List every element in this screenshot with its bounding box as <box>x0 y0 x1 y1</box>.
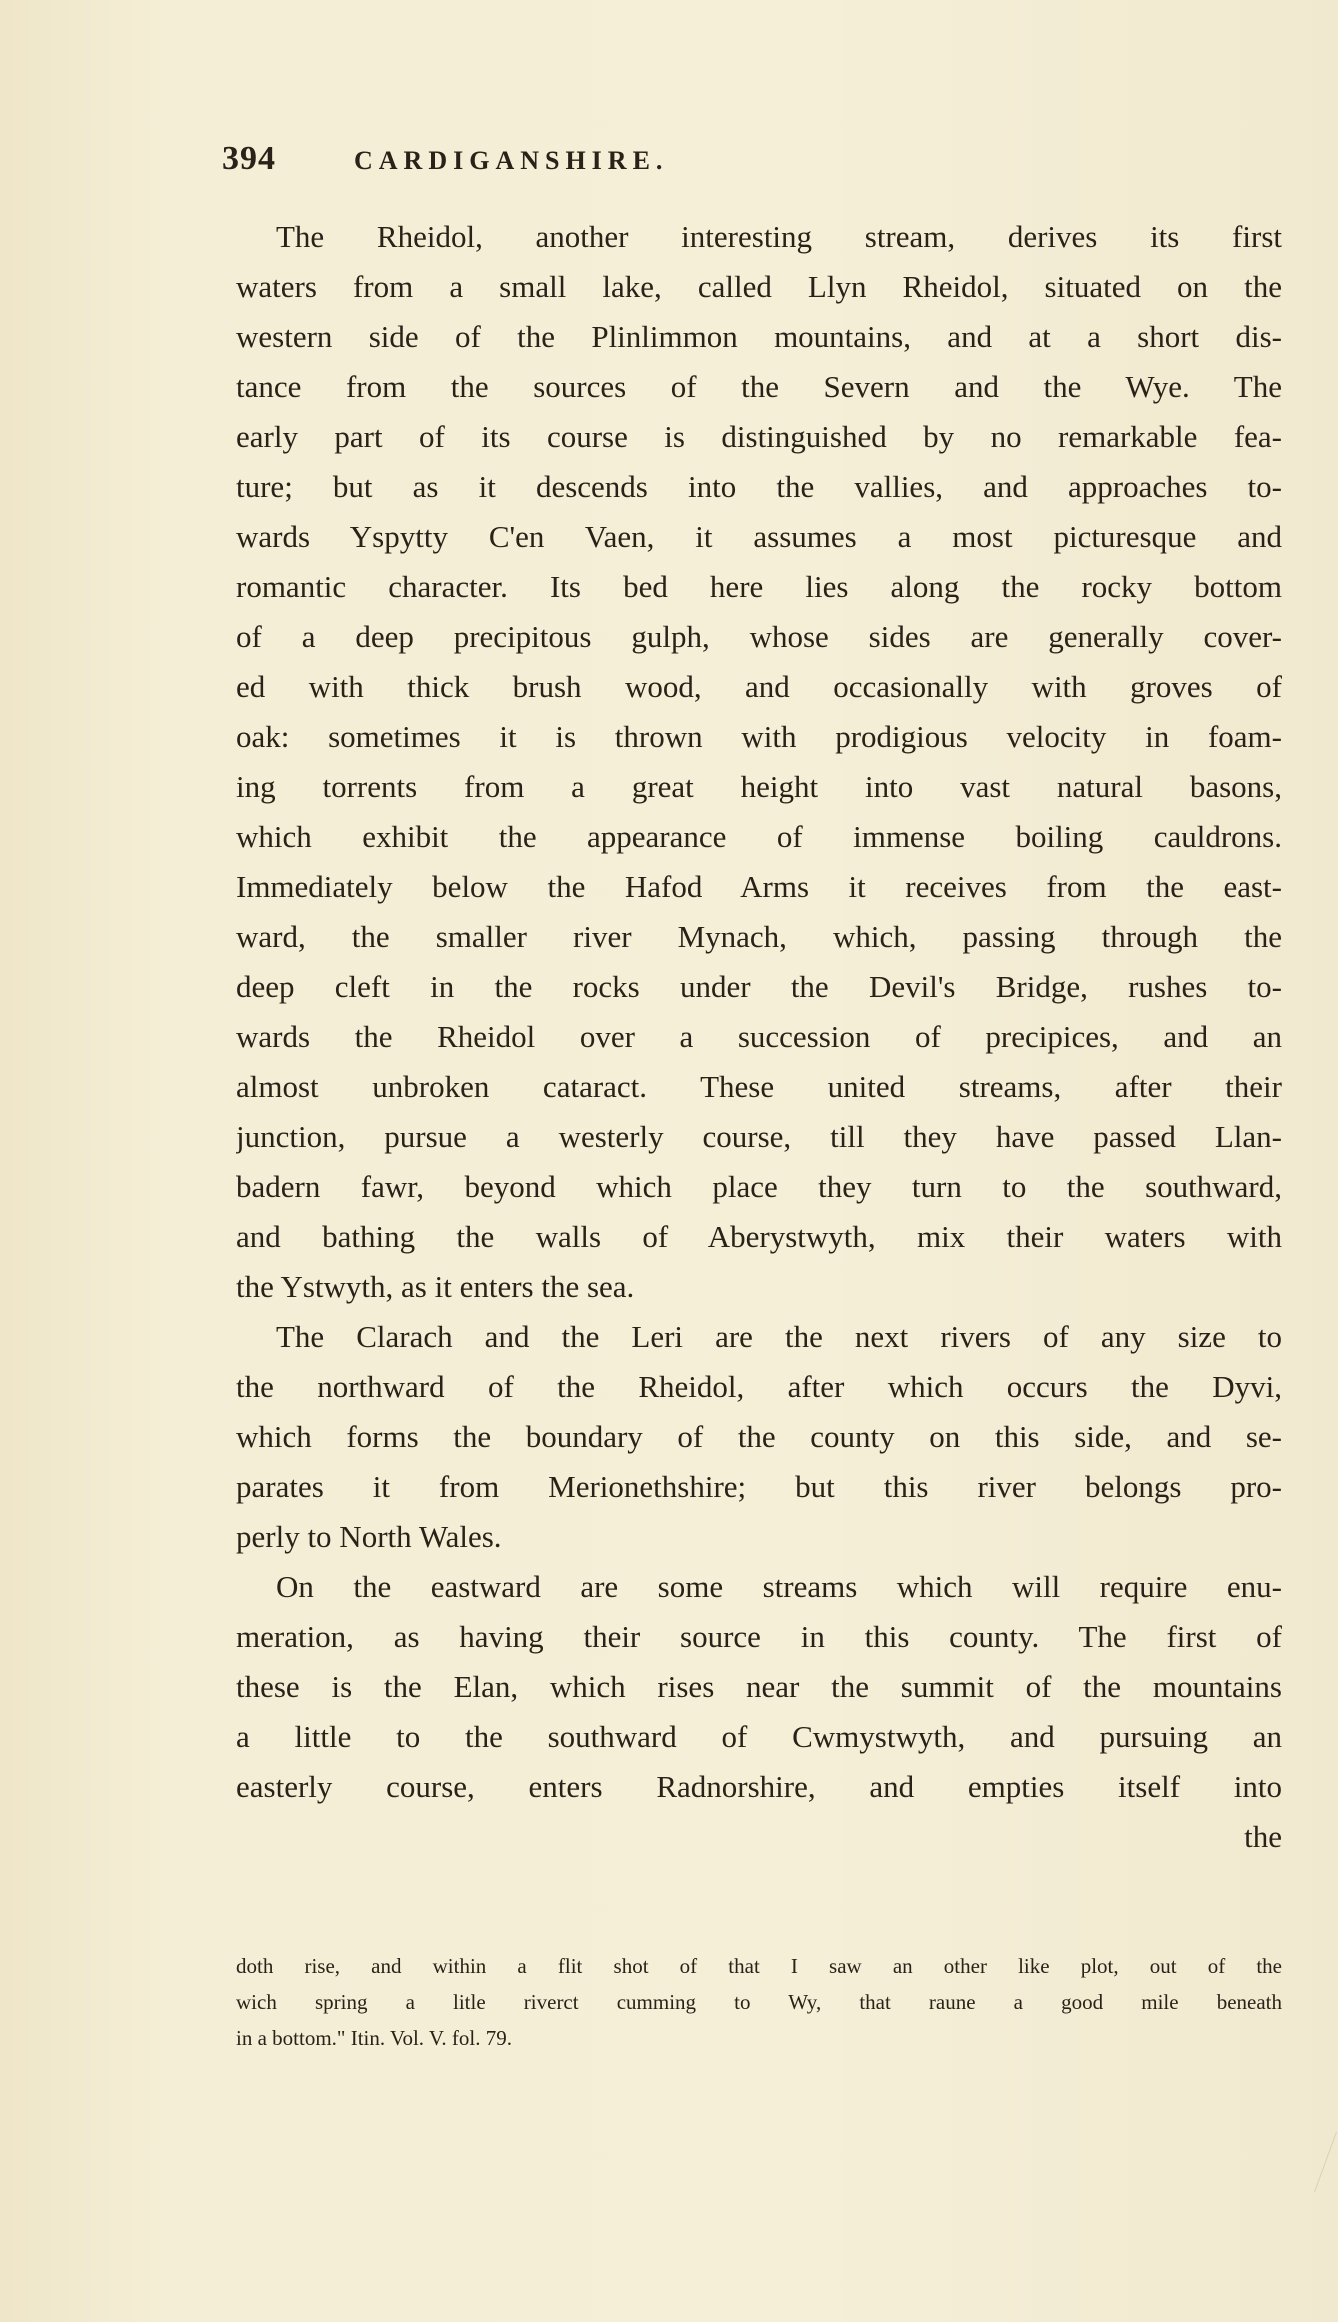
text-line: and bathing the walls of Aberystwyth, mix their waters with <box>236 1219 1282 1254</box>
text-line: ing torrents from a great height into vast natural basons, <box>236 769 1282 804</box>
text-line: deep cleft in the rocks under the Devil's Bridge, rushes to- <box>236 969 1282 1004</box>
text-line: junction, pursue a westerly course, till they have passed Llan- <box>236 1119 1282 1154</box>
text-line: meration, as having their source in this county. The first of <box>236 1619 1282 1654</box>
text-line: badern fawr, beyond which place they turn to the southward, <box>236 1169 1282 1204</box>
text-line: romantic character. Its bed here lies along the rocky bottom <box>236 569 1282 604</box>
text-line: wards the Rheidol over a succession of precipices, and an <box>236 1019 1282 1054</box>
footnote-line: in a bottom." Itin. Vol. V. fol. 79. <box>236 2026 512 2050</box>
text-line: waters from a small lake, called Llyn Rheidol, situated on the <box>236 269 1282 304</box>
page-header <box>222 140 922 184</box>
page-crease <box>1274 2132 1337 2192</box>
text-line: On the eastward are some streams which will require enu- <box>276 1569 1282 1604</box>
text-line: perly to North Wales. <box>236 1519 502 1554</box>
text-line: the Ystwyth, as it enters the sea. <box>236 1269 635 1304</box>
text-line: which forms the boundary of the county on this side, and se- <box>236 1419 1282 1454</box>
text-line: ture; but as it descends into the vallies, and approaches to- <box>236 469 1282 504</box>
text-line: easterly course, enters Radnorshire, and empties itself into <box>236 1769 1282 1804</box>
text-line: western side of the Plinlimmon mountains, and at a short dis- <box>236 319 1282 354</box>
text-line: The Clarach and the Leri are the next rivers of any size to <box>276 1319 1282 1354</box>
text-line: these is the Elan, which rises near the summit of the mountains <box>236 1669 1282 1704</box>
running-head: CARDIGANSHIRE. <box>354 146 669 175</box>
text-line: early part of its course is distinguished by no remarkable fea- <box>236 419 1282 454</box>
text-line: The Rheidol, another interesting stream, derives its first <box>276 219 1282 254</box>
text-line: ward, the smaller river Mynach, which, passing through the <box>236 919 1282 954</box>
footnote-line: wich spring a litle riverct cumming to Wy, that raune a good mile beneath <box>236 1990 1282 2014</box>
footnote <box>236 1948 1282 2056</box>
text-line: ed with thick brush wood, and occasionally with groves of <box>236 669 1282 704</box>
text-line: almost unbroken cataract. These united streams, after their <box>236 1069 1282 1104</box>
text-line: a little to the southward of Cwmystwyth, and pursuing an <box>236 1719 1282 1754</box>
text-line: the northward of the Rheidol, after which occurs the Dyvi, <box>236 1369 1282 1404</box>
catchword: the <box>1244 1819 1282 1854</box>
text-line: parates it from Merionethshire; but this river belongs pro- <box>236 1469 1282 1504</box>
body-text <box>236 212 1282 1862</box>
page-number: 394 <box>222 140 276 177</box>
text-line: of a deep precipitous gulph, whose sides are generally cover- <box>236 619 1282 654</box>
text-line: which exhibit the appearance of immense boiling cauldrons. <box>236 819 1282 854</box>
text-line: oak: sometimes it is thrown with prodigious velocity in foam- <box>236 719 1282 754</box>
text-line: wards Yspytty C'en Vaen, it assumes a most picturesque and <box>236 519 1282 554</box>
footnote-line: doth rise, and within a flit shot of that I saw an other like plot, out of the <box>236 1954 1282 1978</box>
text-line: Immediately below the Hafod Arms it receives from the east- <box>236 869 1282 904</box>
text-line: tance from the sources of the Severn and the Wye. The <box>236 369 1282 404</box>
